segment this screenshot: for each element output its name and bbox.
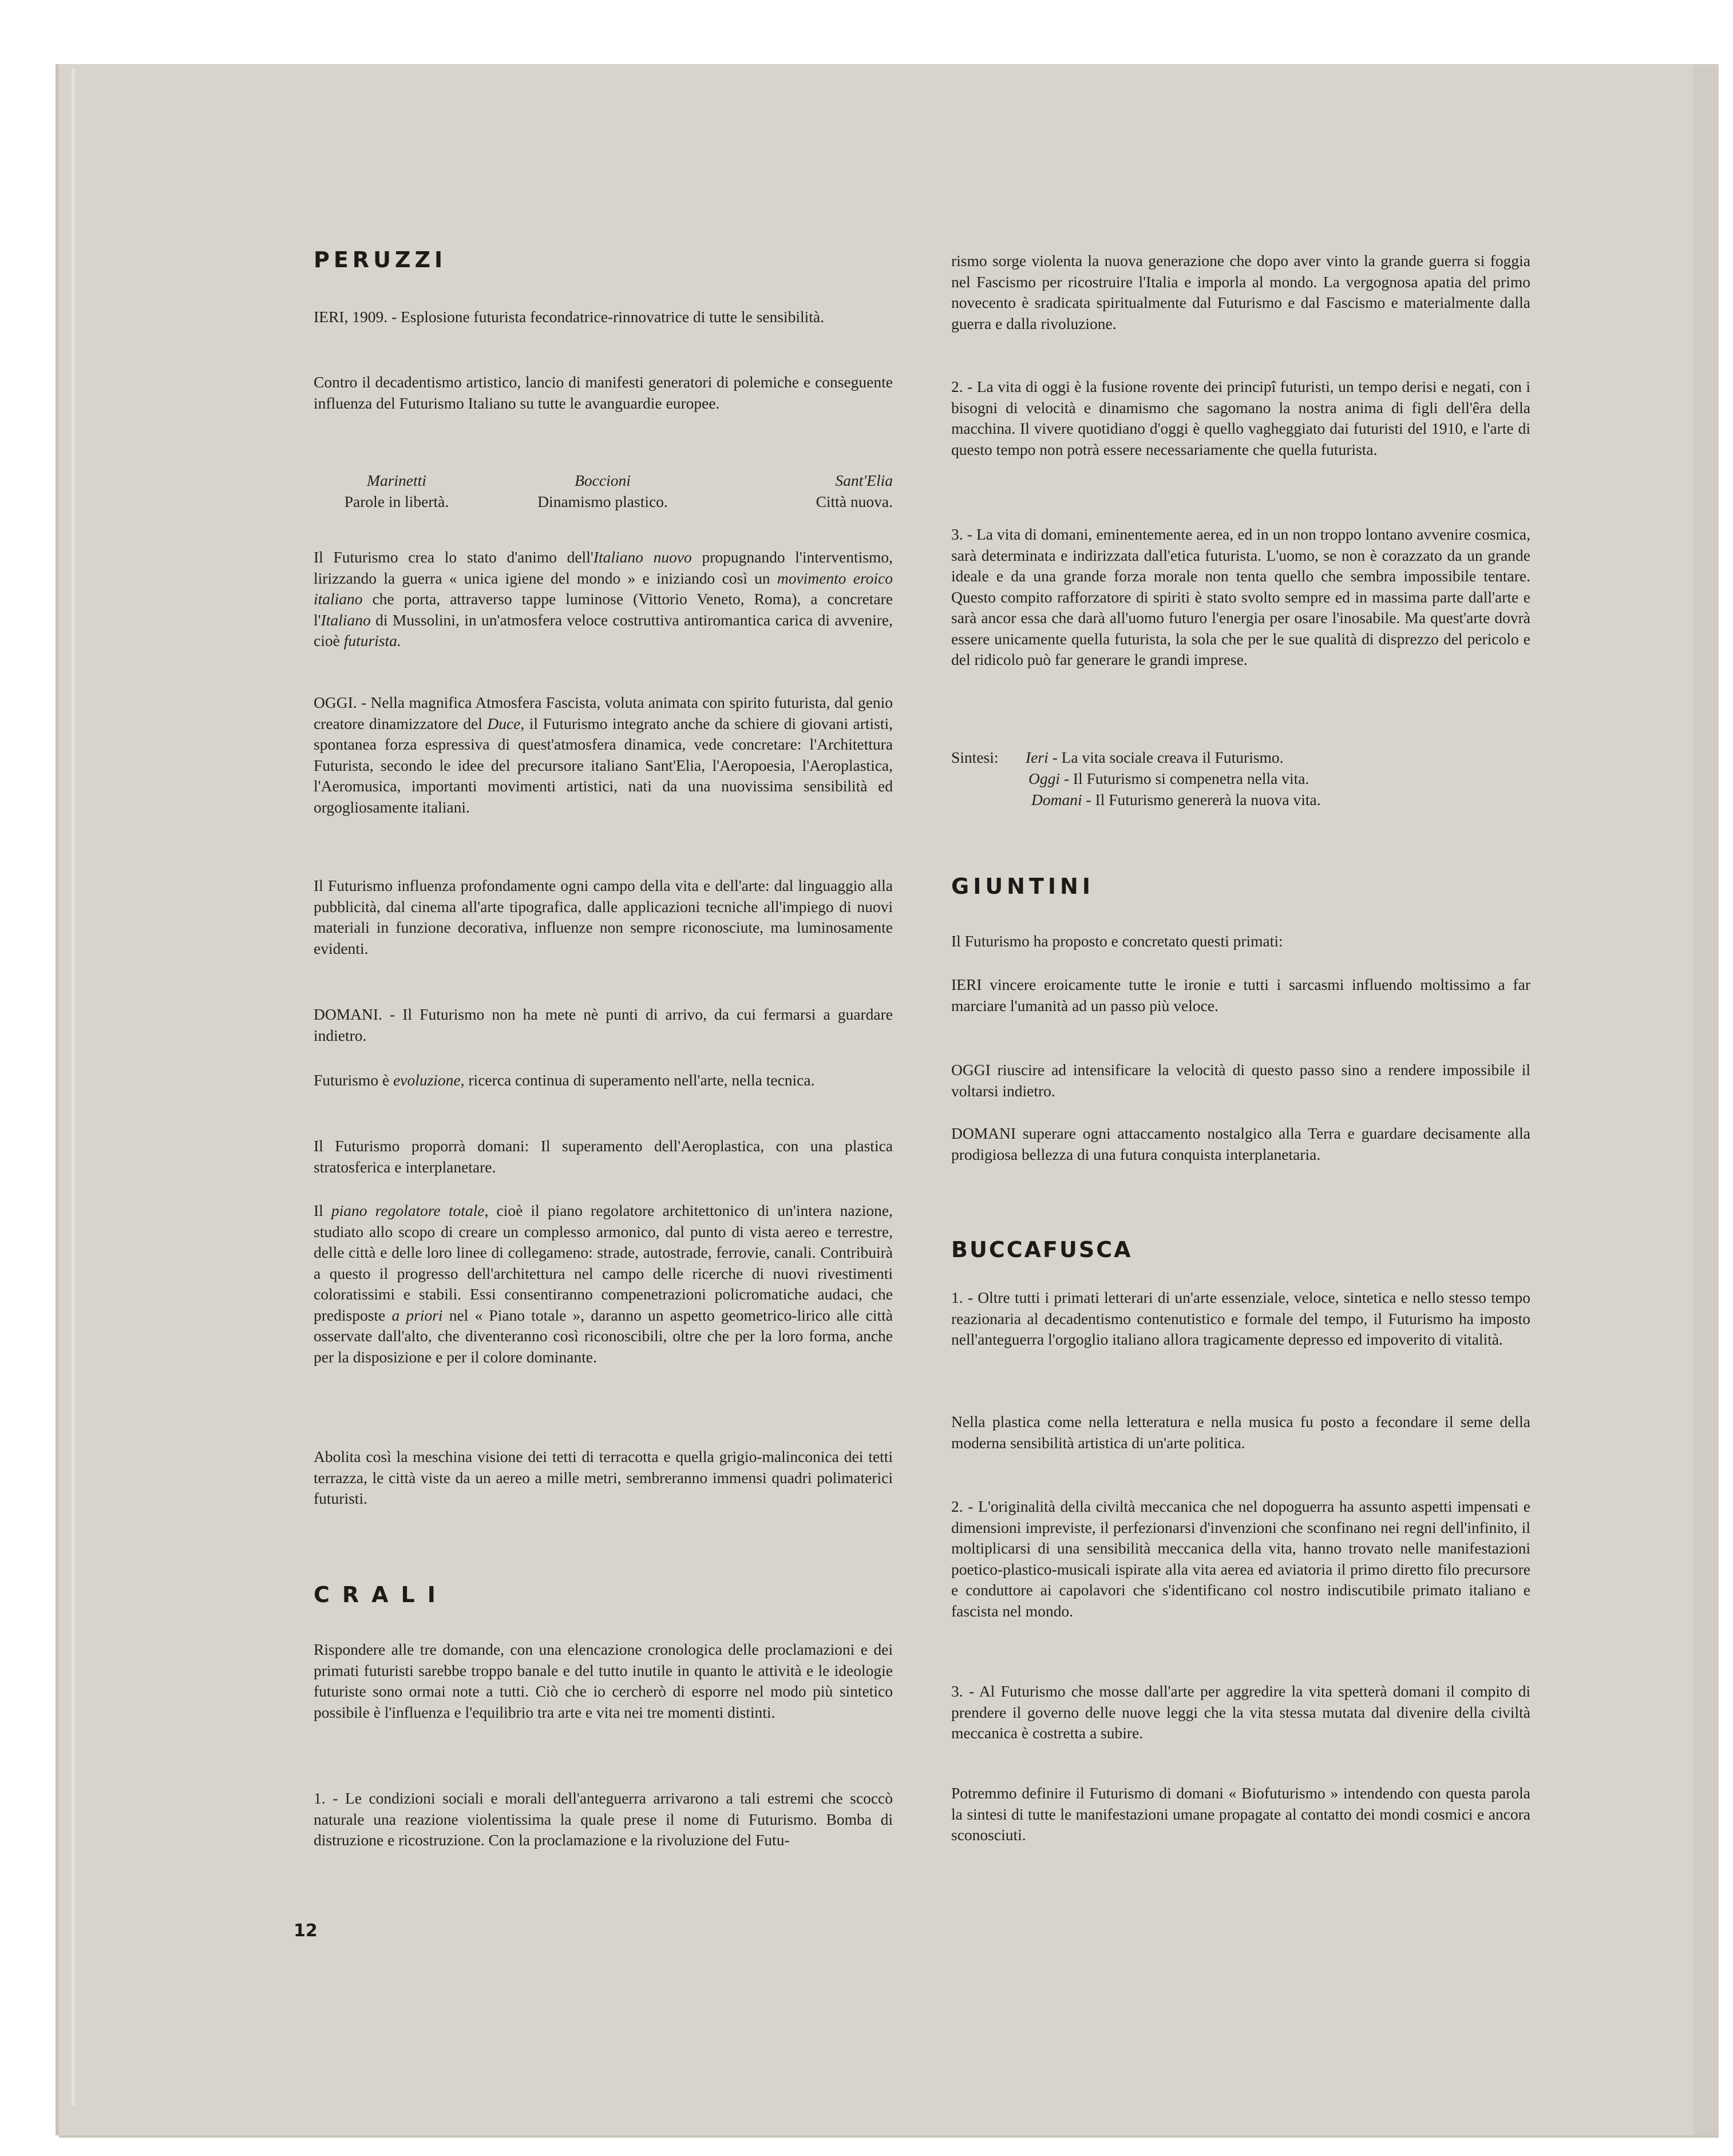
sintesi-line-2: Oggi - Il Futurismo si compenetra nella vita. (1028, 770, 1309, 787)
page-number: 12 (294, 1921, 318, 1941)
buccafusca-paragraph-3: 2. - L'originalità della civiltà meccanica che nel dopoguerra ha assunto aspetti impensati e dimensioni impreviste, il perfezionarsi d'invenzioni che sconfinano nei regni dell'infinito, il moltiplicarsi di una sensibilità meccanica della vita, hanno trovato nelle manifestazioni poetico-plastico-musicali ispirate alla vita aerea ed aviatoria il primo diretto filo precursore e conduttore ai capolavori che s'identificano col nostro indiscutibile primato italiano e fascista nel mondo. (951, 1497, 1530, 1620)
giuntini-paragraph-2: IERI vincere eroicamente tutte le ironie e tutti i sarcasmi influendo moltissimo a far marciare l'umanità ad un passo più veloce. (951, 976, 1530, 1014)
buccafusca-paragraph-1: 1. - Oltre tutti i primati letterari di un'arte essenziale, veloce, sintetica e nello stesso tempo reazionaria al decadentismo contenutistico e formale del tempo, il Futurismo ha imposto nell'anteguerra l'orgoglio italiano allora tragicamente depresso ed impoverito di vitalità. (951, 1289, 1530, 1348)
peruzzi-paragraph-5: Il Futurismo influenza profondamente ogni campo della vita e dell'arte: dal linguaggio alla pubblicità, dal cinema all'arte tipografica, dalle applicazioni tecniche all'impiego di nuovi materiali in funzione decorativa, influenze non sempre riconosciute, ma luminosamente evidenti. (314, 877, 893, 957)
peruzzi-paragraph-8: Il Futurismo proporrà domani: Il superamento dell'Aeroplastica, con una plastica stratosferica e interplanetare. (314, 1137, 893, 1176)
work-santelia: Città nuova. (816, 492, 893, 510)
heading-crali: CRALI (314, 1582, 448, 1607)
work-marinetti: Parole in libertà. (344, 492, 449, 510)
giuntini-paragraph-4: DOMANI superare ogni attaccamento nostalgico alla Terra e guardare decisamente alla prodigiosa bellezza di una futura conquista interplanetaria. (951, 1124, 1530, 1163)
sintesi-label: Sintesi: (951, 748, 999, 766)
heading-buccafusca: BUCCAFUSCA (951, 1237, 1133, 1262)
work-boccioni: Dinamismo plastico. (537, 492, 668, 510)
heading-peruzzi: PERUZZI (314, 247, 447, 272)
peruzzi-paragraph-4: OGGI. - Nella magnifica Atmosfera Fascista, voluta animata con spirito futurista, dal genio creatore dinamizzatore del Duce, il Futurismo integrato anche da schiere di giovani artisti, spontanea forza espressiva di quest'atmosfera dinamica, vede concretare: l'Architettura Futurista, secondo le idee del precursore italiano Sant'Elia, l'Aeropoesia, l'Aeroplastica, l'Aeromusica, importanti movimenti artistici, nati da una nuovissima sensibilità ed orgogliosamente italiani. (314, 693, 893, 816)
page-edge-right (1693, 64, 1719, 2135)
peruzzi-paragraph-6: DOMANI. - Il Futurismo non ha mete nè punti di arrivo, da cui fermarsi a guardare indietro. (314, 1005, 893, 1044)
peruzzi-paragraph-1: IERI, 1909. - Esplosione futurista fecondatrice-rinnovatrice di tutte le sensibilità. (314, 308, 824, 326)
crali-paragraph-4: 3. - La vita di domani, eminentemente aerea, ed in un non troppo lontano avvenire cosmica, sarà determinata e indirizzata dall'etica futurista. L'uomo, se non è corazzato da un grande ideale e da una grande forza morale non tenta quello che sembra impossibile tentare. Questo compito rafforzatore di spiriti è stato svolto sempre ed in massima parte dall'arte e sarà ancor essa che darà all'uomo futuro l'energia per osare l'inosabile. Ma quest'arte dovrà essere unicamente quella futurista, la sola che per le sue qualità di disprezzo del pericolo e del ridicolo può far generare le grandi imprese. (951, 525, 1530, 668)
peruzzi-paragraph-2: Contro il decadentismo artistico, lancio di manifesti generatori di polemiche e conseguente influenza del Futurismo Italiano su tutte le avanguardie europee. (314, 373, 893, 412)
buccafusca-paragraph-4: 3. - Al Futurismo che mosse dall'arte per aggredire la vita spetterà domani il compito di prendere il governo delle nuove leggi che la vita stessa mutata dal divenire della civiltà meccanica è costretta a subire. (951, 1682, 1530, 1742)
peruzzi-paragraph-10: Abolita così la meschina visione dei tetti di terracotta e quella grigio-malinconica dei tetti terrazza, le città viste da un aereo a mille metri, sembreranno immensi quadri polimaterici futuristi. (314, 1448, 893, 1507)
name-santelia: Sant'Elia (835, 471, 893, 489)
giuntini-paragraph-1: Il Futurismo ha proposto e concretato questi primati: (951, 932, 1283, 950)
giuntini-paragraph-3: OGGI riuscire ad intensificare la velocità di questo passo sino a rendere impossibile il voltarsi indietro. (951, 1061, 1530, 1100)
crali-paragraph-1: Rispondere alle tre domande, con una elencazione cronologica delle proclamazioni e dei primati futuristi sarebbe troppo banale e del tutto inutile in quanto le attività e le ideologie futuriste sono ormai note a tutti. Ciò che io cercherò di esporre nel modo più sintetico possibile è l'influenza e l'equilibrio tra arte e vita nei tre momenti distinti. (314, 1640, 893, 1721)
name-cell (508, 470, 697, 512)
crali-paragraph-2-continued: rismo sorge violenta la nuova generazione che dopo aver vinto la grande guerra si foggia nel Fascismo per ricostruire l'Italia e imporla al mondo. La vergognosa apatia del primo novecento è sradicata spiritualmente dal Futurismo e dal Fascismo e materialmente dalla guerra e dalla rivoluzione. (951, 252, 1530, 332)
crali-paragraph-2: 1. - Le condizioni sociali e morali dell'anteguerra arrivarono a tali estremi che scoccò naturale una reazione violentissima la quale prese il nome di Futurismo. Bomba di distruzione e ricostruzione. Con la proclamazione e la rivoluzione del Futu- (314, 1789, 893, 1849)
name-boccioni: Boccioni (575, 471, 631, 489)
page-edge-left (72, 69, 75, 2106)
name-cell (314, 470, 480, 512)
sintesi-line-1: Ieri - La vita sociale creava il Futurismo. (1026, 748, 1284, 766)
name-marinetti: Marinetti (367, 471, 426, 489)
sintesi-line-3: Domani - Il Futurismo genererà la nuova vita. (1031, 791, 1321, 808)
buccafusca-paragraph-2: Nella plastica come nella letteratura e nella musica fu posto a fecondare il seme della moderna sensibilità artistica di un'arte politica. (951, 1413, 1530, 1452)
crali-paragraph-3: 2. - La vita di oggi è la fusione rovente dei principî futuristi, un tempo derisi e negati, con i bisogni di velocità e dinamismo che sagomano la nostra anima di figli dell'êra della macchina. Il vivere quotidiano d'oggi è quello vagheggiato dai futuristi del 1910, e l'arte di questo tempo non potrà essere necessariamente che quella futurista. (951, 378, 1530, 458)
peruzzi-names-row (314, 470, 893, 513)
crali-sintesi (951, 747, 1530, 816)
peruzzi-paragraph-7: Futurismo è evoluzione, ricerca continua di superamento nell'arte, nella tecnica. (314, 1071, 815, 1089)
peruzzi-paragraph-3: Il Futurismo crea lo stato d'animo dell'Italiano nuovo propugnando l'interventismo, lirizzando la guerra « unica igiene del mondo » e iniziando così un movimento eroico italiano che porta, attraverso tappe luminose (Vittorio Veneto, Roma), a concretare l'Italiano di Mussolini, in un'atmosfera veloce costruttiva antiromantica carica di avvenire, cioè futurista. (314, 548, 893, 649)
buccafusca-paragraph-5: Potremmo definire il Futurismo di domani « Biofuturismo » intendendo con questa parola la sintesi di tutte le manifestazioni umane propagate al contatto dei mondi cosmici e ancora sconosciuti. (951, 1784, 1530, 1844)
name-cell (709, 470, 893, 512)
heading-giuntini: GIUNTINI (951, 874, 1094, 899)
peruzzi-paragraph-9: Il piano regolatore totale, cioè il piano regolatore architettonico di un'intera nazione, studiato allo scopo di creare un complesso armonico, dal punto di vista aereo e terrestre, delle città e delle loro linee di collegameno: strade, autostrade, ferrovie, canali. Contribuirà a questo il progresso dell'architettura nel campo delle ricerche di nuovi rivestimenti coloratissimi e stabili. Essi consentiranno compenetrazioni policromatiche audaci, che predisposte a priori nel « Piano totale », daranno un aspetto geometrico-lirico alle città osservate dall'alto, che diventeranno così riconoscibili, oltre che per la loro forma, anche per la disposizione e per il colore dominante. (314, 1202, 893, 1366)
